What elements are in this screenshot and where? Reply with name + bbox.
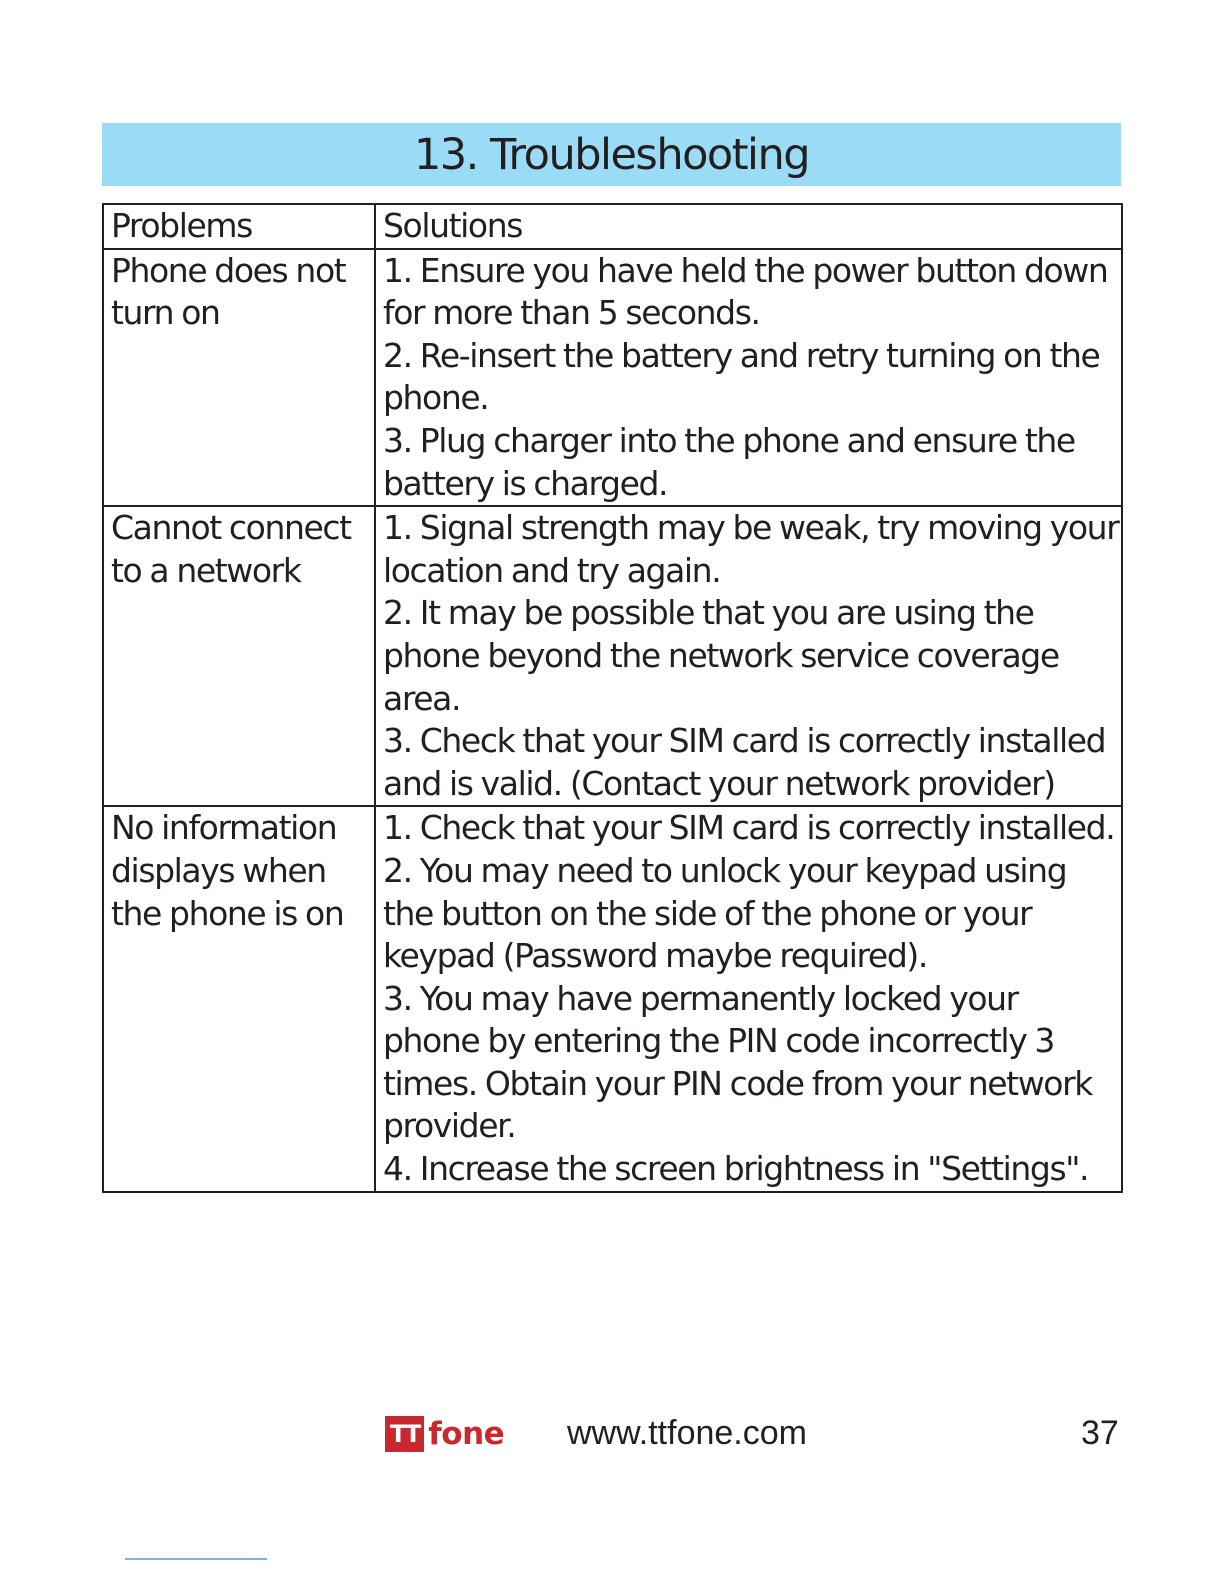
solution-step: 3. Check that your SIM card is correctly installed and is valid. (Contact your network provider) (383, 721, 1106, 803)
logo-wordmark: fone (428, 1416, 505, 1452)
solution-cell (375, 249, 1122, 507)
page-title: 13. Troubleshooting (413, 129, 810, 180)
page-footer (0, 1408, 1224, 1464)
solution-step: 2. Re-insert the battery and retry turning on the phone. (383, 335, 1100, 418)
table-row (103, 806, 1122, 1191)
solution-step: 1. Signal strength may be weak, try moving your location and try again. (383, 508, 1119, 590)
table-header-row (103, 204, 1122, 249)
problem-cell: Cannot connect to a network (103, 506, 375, 806)
solution-cell (375, 506, 1122, 806)
problems-column-header: Problems (103, 204, 375, 249)
troubleshooting-table (102, 203, 1123, 1193)
problem-cell: Phone does not turn on (103, 249, 375, 507)
table-row (103, 249, 1122, 507)
solution-step: 3. Plug charger into the phone and ensure the battery is charged. (383, 420, 1075, 503)
solution-step: 1. Ensure you have held the power button down for more than 5 seconds. (383, 250, 1108, 333)
solution-step: 2. You may need to unlock your keypad using the button on the side of the phone or your keypad (Password maybe required). (383, 850, 1067, 976)
solution-step: 3. You may have permanently locked your phone by entering the PIN code incorrectly 3 times. Obtain your PIN code from your network provider. (383, 978, 1092, 1146)
solutions-column-header: Solutions (375, 204, 1122, 249)
solution-step: 1. Check that your SIM card is correctly installed. (383, 808, 1115, 848)
logo-badge: TT (385, 1416, 424, 1452)
title-banner (102, 123, 1121, 186)
ttfone-logo (385, 1412, 504, 1456)
table-row (103, 506, 1122, 806)
bottom-divider (125, 1558, 267, 1560)
problem-cell: No information displays when the phone is on (103, 806, 375, 1191)
solution-step: 4. Increase the screen brightness in "Settings". (383, 1149, 1089, 1189)
website-url: www.ttfone.com (567, 1414, 807, 1452)
solution-cell (375, 806, 1122, 1191)
solution-step: 2. It may be possible that you are using the phone beyond the network service coverage area. (383, 593, 1059, 718)
page-number: 37 (1081, 1414, 1119, 1452)
